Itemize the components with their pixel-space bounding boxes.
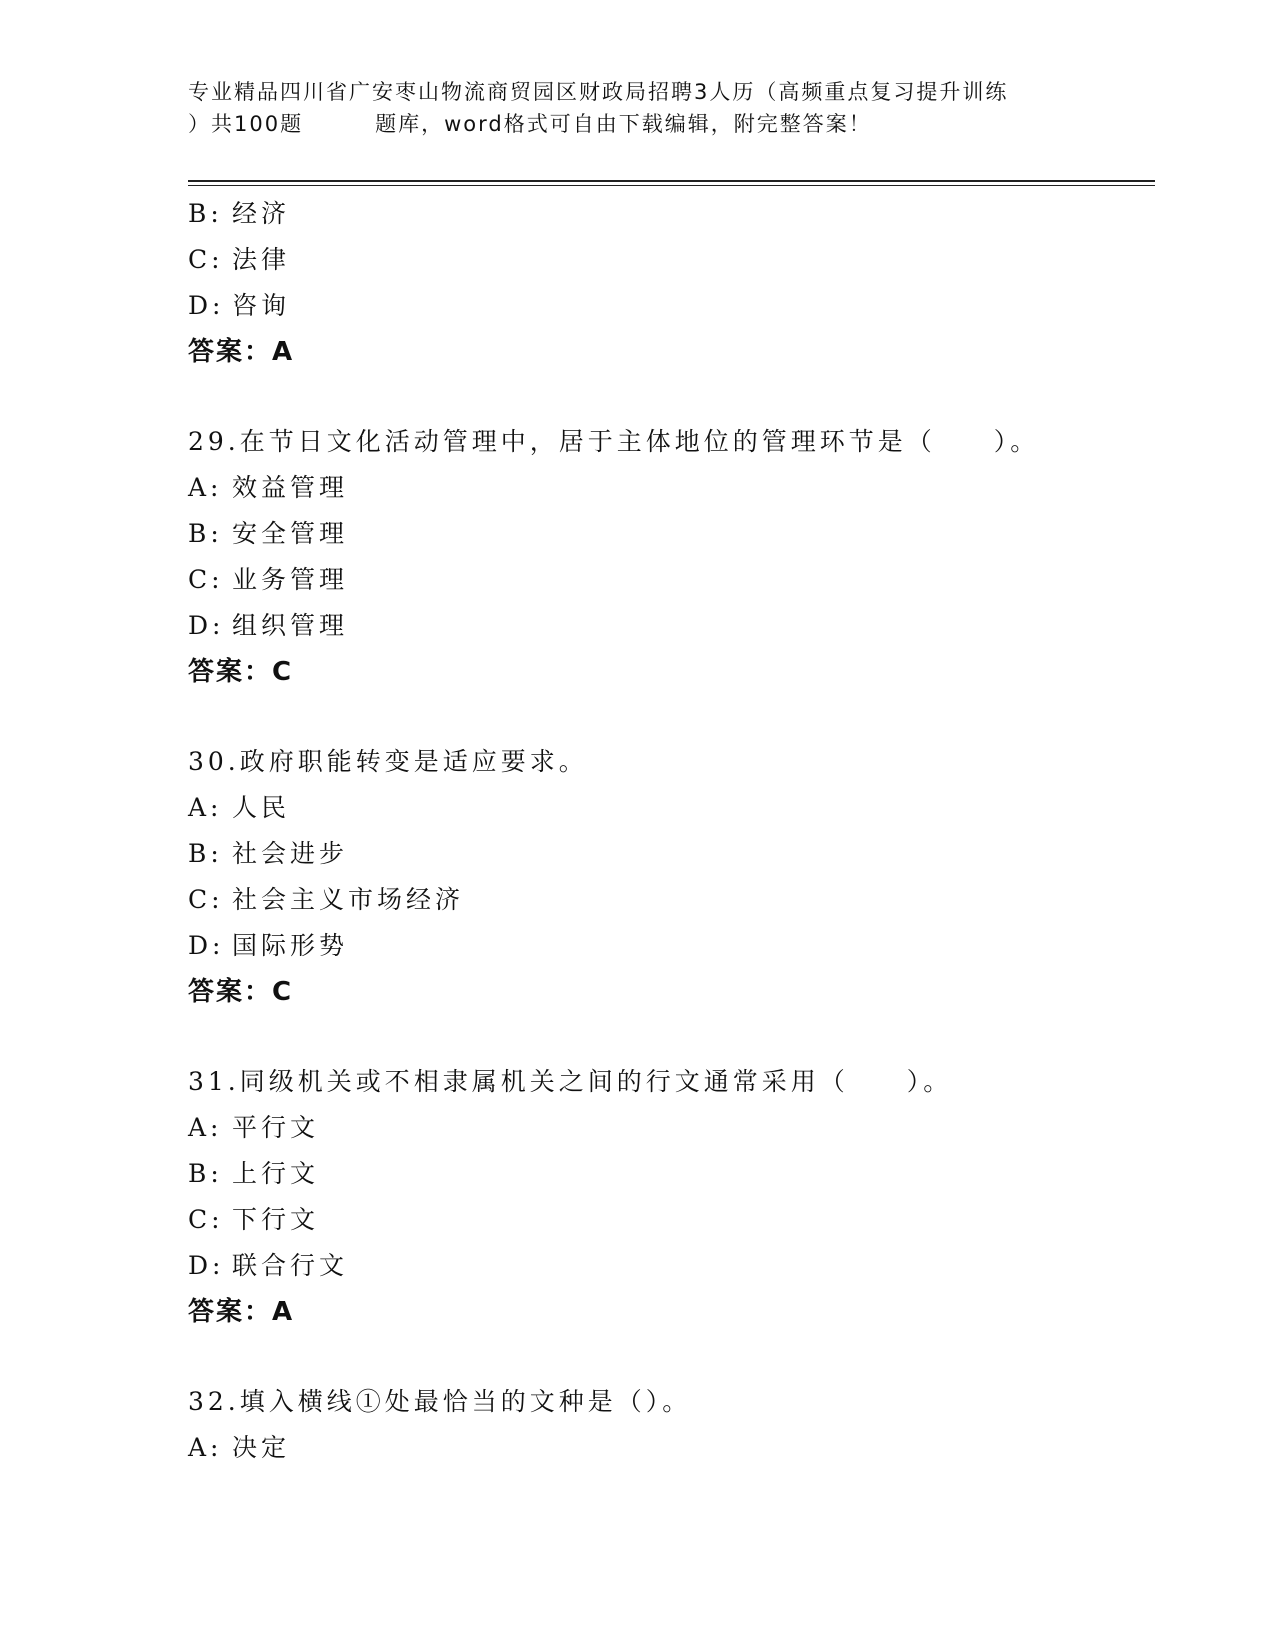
option-line — [188, 1197, 1155, 1243]
question-30 — [188, 739, 1155, 1015]
option-text: 效益管理 — [232, 473, 349, 502]
option-key: B: — [188, 199, 223, 228]
header-line-2-end: 题库，word格式可自由下载编辑，附完整答案！ — [375, 112, 872, 136]
option-line — [188, 785, 1155, 831]
option-line — [188, 191, 1155, 237]
option-key: A: — [188, 1113, 223, 1142]
option-line — [188, 511, 1155, 557]
header-line-1: 专业精品四川省广安枣山物流商贸园区财政局招聘3人历（高频重点复习提升训练 — [188, 80, 1009, 104]
option-line — [188, 1151, 1155, 1197]
partial-question — [188, 191, 1155, 375]
option-key: B: — [188, 839, 223, 868]
option-key: D: — [188, 1251, 225, 1280]
option-text: 人民 — [232, 793, 291, 822]
question-29 — [188, 419, 1155, 695]
option-text: 安全管理 — [232, 519, 349, 548]
option-line — [188, 877, 1155, 923]
option-text: 下行文 — [232, 1205, 320, 1234]
question-stem: 32.填入横线①处最恰当的文种是（）。 — [188, 1387, 692, 1416]
option-text: 社会主义市场经济 — [232, 885, 465, 914]
option-text: 上行文 — [232, 1159, 320, 1188]
question-content — [188, 191, 1155, 1471]
option-key: C: — [188, 1205, 224, 1234]
answer-line: 答案：A — [188, 337, 295, 367]
option-key: A: — [188, 473, 223, 502]
option-text: 联合行文 — [232, 1251, 349, 1280]
option-text: 国际形势 — [232, 931, 349, 960]
option-line — [188, 1243, 1155, 1289]
option-line — [188, 237, 1155, 283]
option-text: 社会进步 — [232, 839, 349, 868]
option-text: 业务管理 — [232, 565, 349, 594]
header-rule-thick — [188, 180, 1155, 182]
option-line — [188, 603, 1155, 649]
option-key: B: — [188, 519, 223, 548]
question-31 — [188, 1059, 1155, 1335]
header-gap — [303, 108, 375, 140]
option-key: B: — [188, 1159, 223, 1188]
option-line — [188, 557, 1155, 603]
option-key: D: — [188, 611, 225, 640]
option-text: 组织管理 — [232, 611, 349, 640]
option-text: 咨询 — [232, 291, 291, 320]
question-32 — [188, 1379, 1155, 1471]
option-line — [188, 283, 1155, 329]
option-text: 经济 — [232, 199, 291, 228]
question-stem: 31.同级机关或不相隶属机关之间的行文通常采用（ ）。 — [188, 1067, 953, 1096]
question-stem: 29.在节日文化活动管理中，居于主体地位的管理环节是（ ）。 — [188, 427, 1040, 456]
option-key: C: — [188, 245, 224, 274]
option-line — [188, 923, 1155, 969]
answer-line: 答案：C — [188, 657, 294, 687]
question-stem: 30.政府职能转变是适应要求。 — [188, 747, 588, 776]
option-line — [188, 1105, 1155, 1151]
option-line — [188, 1425, 1155, 1471]
option-key: D: — [188, 291, 225, 320]
option-key: A: — [188, 1433, 223, 1462]
header-line-2-start: ）共100题 — [188, 112, 304, 136]
option-key: A: — [188, 793, 223, 822]
option-text: 平行文 — [232, 1113, 320, 1142]
document-header — [188, 76, 1088, 140]
header-line-2 — [188, 108, 1088, 140]
option-line — [188, 465, 1155, 511]
answer-line: 答案：C — [188, 977, 294, 1007]
header-rule-thin — [188, 185, 1155, 186]
option-text: 决定 — [232, 1433, 291, 1462]
answer-line: 答案：A — [188, 1297, 295, 1327]
option-key: C: — [188, 565, 224, 594]
option-text: 法律 — [232, 245, 291, 274]
option-line — [188, 831, 1155, 877]
option-key: C: — [188, 885, 224, 914]
option-key: D: — [188, 931, 225, 960]
